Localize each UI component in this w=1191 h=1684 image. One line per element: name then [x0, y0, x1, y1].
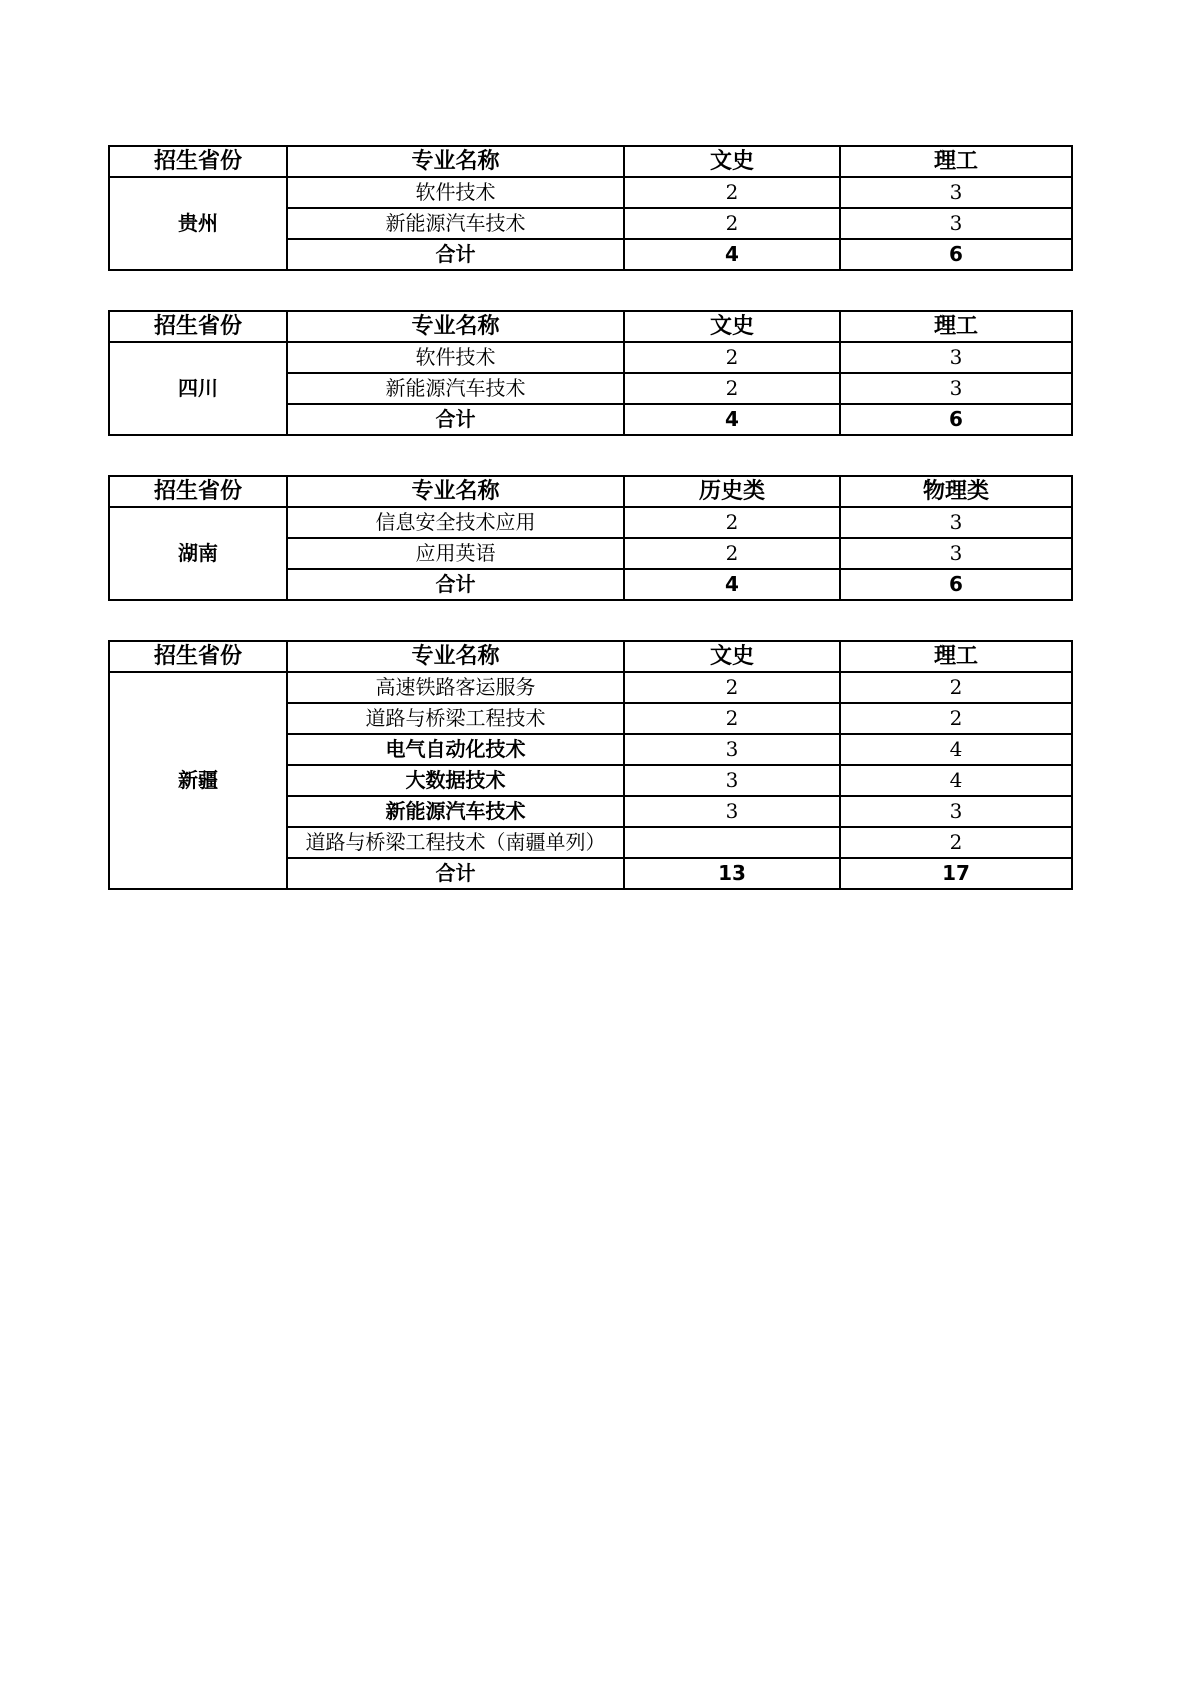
total-a: 13 — [624, 858, 840, 889]
total-a: 4 — [624, 404, 840, 435]
value-a-cell — [624, 827, 840, 858]
major-cell: 信息安全技术应用 — [287, 507, 624, 538]
total-b: 6 — [840, 239, 1072, 270]
province-cell: 四川 — [109, 342, 287, 435]
major-cell: 电气自动化技术 — [287, 734, 624, 765]
value-b-cell: 3 — [840, 373, 1072, 404]
enrollment-table-xinjiang — [108, 640, 1071, 890]
value-b-cell: 2 — [840, 672, 1072, 703]
total-b: 17 — [840, 858, 1072, 889]
major-cell: 新能源汽车技术 — [287, 373, 624, 404]
major-cell: 道路与桥梁工程技术 — [287, 703, 624, 734]
province-cell: 湖南 — [109, 507, 287, 600]
enrollment-table-sichuan — [108, 310, 1071, 436]
total-b: 6 — [840, 404, 1072, 435]
total-label: 合计 — [287, 569, 624, 600]
value-a-cell: 2 — [624, 507, 840, 538]
total-a: 4 — [624, 569, 840, 600]
header-col-b: 物理类 — [840, 476, 1072, 507]
header-col-a: 历史类 — [624, 476, 840, 507]
total-label: 合计 — [287, 404, 624, 435]
header-province: 招生省份 — [109, 146, 287, 177]
header-col-a: 文史 — [624, 311, 840, 342]
value-b-cell: 2 — [840, 703, 1072, 734]
header-major: 专业名称 — [287, 146, 624, 177]
header-col-b: 理工 — [840, 641, 1072, 672]
table-row — [109, 342, 1072, 373]
value-b-cell: 4 — [840, 734, 1072, 765]
total-b: 6 — [840, 569, 1072, 600]
header-province: 招生省份 — [109, 311, 287, 342]
total-label: 合计 — [287, 858, 624, 889]
major-cell: 高速铁路客运服务 — [287, 672, 624, 703]
value-b-cell: 3 — [840, 507, 1072, 538]
value-a-cell: 2 — [624, 342, 840, 373]
header-row — [109, 476, 1072, 507]
header-row — [109, 311, 1072, 342]
major-cell: 大数据技术 — [287, 765, 624, 796]
enrollment-table-hunan — [108, 475, 1071, 601]
header-row — [109, 146, 1072, 177]
value-a-cell: 2 — [624, 208, 840, 239]
major-cell: 新能源汽车技术 — [287, 208, 624, 239]
table-row — [109, 507, 1072, 538]
value-a-cell: 2 — [624, 672, 840, 703]
header-col-a: 文史 — [624, 146, 840, 177]
value-a-cell: 2 — [624, 703, 840, 734]
value-b-cell: 3 — [840, 538, 1072, 569]
value-b-cell: 2 — [840, 827, 1072, 858]
table-row — [109, 672, 1072, 703]
value-b-cell: 3 — [840, 208, 1072, 239]
header-row — [109, 641, 1072, 672]
header-col-b: 理工 — [840, 311, 1072, 342]
header-province: 招生省份 — [109, 476, 287, 507]
value-a-cell: 3 — [624, 734, 840, 765]
value-b-cell: 3 — [840, 342, 1072, 373]
header-col-b: 理工 — [840, 146, 1072, 177]
province-cell: 贵州 — [109, 177, 287, 270]
value-a-cell: 2 — [624, 177, 840, 208]
major-cell: 软件技术 — [287, 177, 624, 208]
value-a-cell: 3 — [624, 765, 840, 796]
header-major: 专业名称 — [287, 641, 624, 672]
header-province: 招生省份 — [109, 641, 287, 672]
header-col-a: 文史 — [624, 641, 840, 672]
major-cell: 道路与桥梁工程技术（南疆单列） — [287, 827, 624, 858]
major-cell: 新能源汽车技术 — [287, 796, 624, 827]
value-b-cell: 4 — [840, 765, 1072, 796]
value-a-cell: 3 — [624, 796, 840, 827]
table-row — [109, 177, 1072, 208]
value-a-cell: 2 — [624, 373, 840, 404]
major-cell: 软件技术 — [287, 342, 624, 373]
value-b-cell: 3 — [840, 796, 1072, 827]
header-major: 专业名称 — [287, 476, 624, 507]
province-cell: 新疆 — [109, 672, 287, 889]
total-label: 合计 — [287, 239, 624, 270]
major-cell: 应用英语 — [287, 538, 624, 569]
enrollment-table-guizhou — [108, 145, 1071, 271]
header-major: 专业名称 — [287, 311, 624, 342]
total-a: 4 — [624, 239, 840, 270]
value-b-cell: 3 — [840, 177, 1072, 208]
value-a-cell: 2 — [624, 538, 840, 569]
